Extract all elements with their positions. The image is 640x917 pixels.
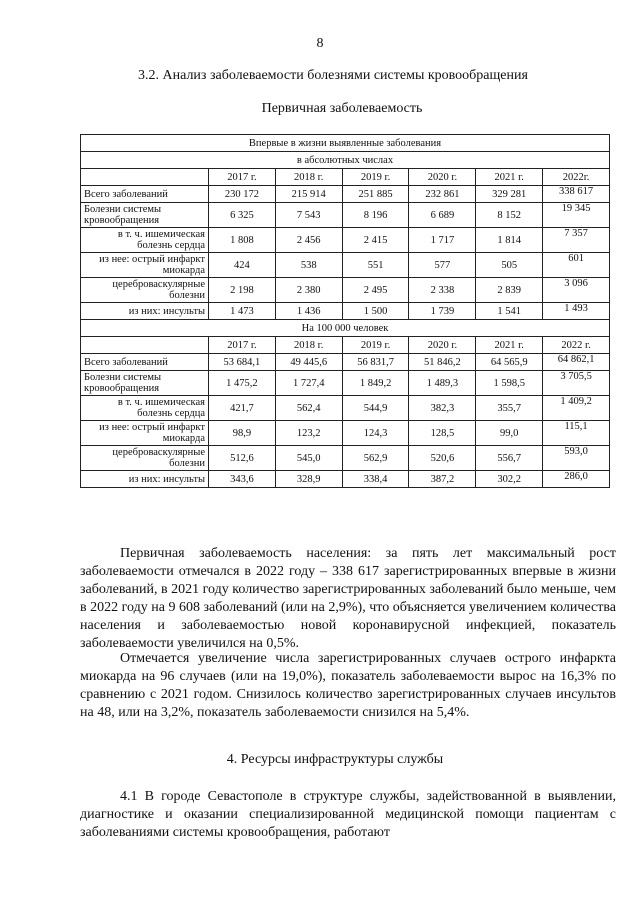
section-4-title: 4. Ресурсы инфраструктуры службы bbox=[226, 752, 444, 767]
value-cell: 1 436 bbox=[275, 303, 342, 320]
value-cell: 520,6 bbox=[409, 446, 476, 471]
year-header-row bbox=[81, 337, 610, 354]
value-cell: 538 bbox=[275, 253, 342, 278]
table-row bbox=[81, 446, 610, 471]
value-cell: 421,7 bbox=[209, 396, 276, 421]
value-cell: 577 bbox=[409, 253, 476, 278]
paragraph-3 bbox=[80, 788, 616, 842]
morbidity-table bbox=[80, 134, 610, 488]
year-cell: 2020 г. bbox=[409, 169, 476, 186]
value-cell: 2 415 bbox=[342, 228, 409, 253]
table-row bbox=[81, 354, 610, 371]
value-cell: 56 831,7 bbox=[342, 354, 409, 371]
value-cell: 1 475,2 bbox=[209, 371, 276, 396]
value-cell: 1 808 bbox=[209, 228, 276, 253]
year-header-row bbox=[81, 169, 610, 186]
paragraph-1 bbox=[80, 545, 616, 653]
value-cell: 328,9 bbox=[275, 471, 342, 488]
value-cell: 51 846,2 bbox=[409, 354, 476, 371]
table-row bbox=[81, 396, 610, 421]
row-label: Всего заболеваний bbox=[81, 354, 209, 371]
row-label: цереброваскулярные болезни bbox=[81, 446, 209, 471]
value-cell: 1 849,2 bbox=[342, 371, 409, 396]
value-cell: 2 198 bbox=[209, 278, 276, 303]
value-cell: 64 565,9 bbox=[476, 354, 543, 371]
value-cell: 8 152 bbox=[476, 203, 543, 228]
value-cell: 338 617 bbox=[543, 186, 610, 203]
row-label: из них: инсульты bbox=[81, 471, 209, 488]
page-number: 8 bbox=[316, 36, 324, 51]
value-cell: 2 839 bbox=[476, 278, 543, 303]
value-cell: 1 541 bbox=[476, 303, 543, 320]
value-cell: 545,0 bbox=[275, 446, 342, 471]
value-cell: 6 325 bbox=[209, 203, 276, 228]
value-cell: 3 096 bbox=[543, 278, 610, 303]
value-cell: 49 445,6 bbox=[275, 354, 342, 371]
value-cell: 1 717 bbox=[409, 228, 476, 253]
paragraph-3-text: 4.1 В городе Севастополе в структуре службы, задействованной в выявлении, диагностике и оказании специализированной медицинской помощи пациентам с заболеваниями системы кровообращения, работают bbox=[80, 789, 616, 840]
value-cell: 1 489,3 bbox=[409, 371, 476, 396]
value-cell: 2 456 bbox=[275, 228, 342, 253]
table-row bbox=[81, 253, 610, 278]
value-cell: 7 543 bbox=[275, 203, 342, 228]
value-cell: 424 bbox=[209, 253, 276, 278]
value-cell: 230 172 bbox=[209, 186, 276, 203]
table-title: Первичная заболеваемость bbox=[261, 101, 423, 116]
table-row bbox=[81, 186, 610, 203]
value-cell: 128,5 bbox=[409, 421, 476, 446]
value-cell: 232 861 bbox=[409, 186, 476, 203]
value-cell: 387,2 bbox=[409, 471, 476, 488]
year-cell: 2021 г. bbox=[476, 337, 543, 354]
value-cell: 6 689 bbox=[409, 203, 476, 228]
paragraph-2-text: Отмечается увеличение числа зарегистрированных случаев острого инфаркта миокарда на 96 случаев (или на 19,0%), показатель заболеваемости вырос на 16,3% по сравнению с 2021 годом. Снизилось количество зарегистрированных случаев инсультов на 48, или на 3,2%, показатель заболеваемости снизился на 5,4%. bbox=[80, 651, 616, 720]
value-cell: 7 357 bbox=[543, 228, 610, 253]
year-cell: 2022 г. bbox=[543, 337, 610, 354]
value-cell: 1 493 bbox=[543, 303, 610, 320]
value-cell: 1 739 bbox=[409, 303, 476, 320]
value-cell: 338,4 bbox=[342, 471, 409, 488]
year-cell: 2020 г. bbox=[409, 337, 476, 354]
value-cell: 505 bbox=[476, 253, 543, 278]
abs-header: в абсолютных числах bbox=[81, 152, 610, 169]
value-cell: 124,3 bbox=[342, 421, 409, 446]
value-cell: 215 914 bbox=[275, 186, 342, 203]
value-cell: 1 473 bbox=[209, 303, 276, 320]
table-row bbox=[81, 421, 610, 446]
year-cell: 2017 г. bbox=[209, 169, 276, 186]
value-cell: 562,9 bbox=[342, 446, 409, 471]
value-cell: 1 500 bbox=[342, 303, 409, 320]
value-cell: 512,6 bbox=[209, 446, 276, 471]
value-cell: 251 885 bbox=[342, 186, 409, 203]
year-cell: 2017 г. bbox=[209, 337, 276, 354]
empty-cell bbox=[81, 169, 209, 186]
table-row bbox=[81, 303, 610, 320]
row-label: Болезни системы кровообращения bbox=[81, 203, 209, 228]
value-cell: 544,9 bbox=[342, 396, 409, 421]
value-cell: 19 345 bbox=[543, 203, 610, 228]
value-cell: 3 705,5 bbox=[543, 371, 610, 396]
value-cell: 8 196 bbox=[342, 203, 409, 228]
value-cell: 286,0 bbox=[543, 471, 610, 488]
table-row bbox=[81, 228, 610, 253]
value-cell: 123,2 bbox=[275, 421, 342, 446]
paragraph-2 bbox=[80, 650, 616, 722]
row-label: в т. ч. ишемическая болезнь сердца bbox=[81, 396, 209, 421]
paragraph-1-text: Первичная заболеваемость населения: за пять лет максимальный рост заболеваемости отмечался в 2022 году – 338 617 зарегистрированных впервые в жизни заболеваний, в 2021 году количество зарегистрированных заболеваний было меньше, чем в 2022 году на 9 608 заболеваний (или на 2,9%), что объясняется увеличением количества населения и заболеваемостью новой коронавирусной инфекцией, показатель заболеваемости увеличился на 0,5%. bbox=[80, 546, 616, 651]
value-cell: 355,7 bbox=[476, 396, 543, 421]
table-row bbox=[81, 471, 610, 488]
year-cell: 2021 г. bbox=[476, 169, 543, 186]
value-cell: 556,7 bbox=[476, 446, 543, 471]
value-cell: 1 409,2 bbox=[543, 396, 610, 421]
value-cell: 302,2 bbox=[476, 471, 543, 488]
table-row bbox=[81, 371, 610, 396]
value-cell: 601 bbox=[543, 253, 610, 278]
value-cell: 99,0 bbox=[476, 421, 543, 446]
table-row bbox=[81, 278, 610, 303]
section-title: 3.2. Анализ заболеваемости болезнями системы кровообращения bbox=[138, 68, 528, 83]
table-caption: Впервые в жизни выявленные заболевания bbox=[81, 135, 610, 152]
value-cell: 551 bbox=[342, 253, 409, 278]
row-label: из нее: острый инфаркт миокарда bbox=[81, 253, 209, 278]
value-cell: 98,9 bbox=[209, 421, 276, 446]
value-cell: 562,4 bbox=[275, 396, 342, 421]
per100k-header: На 100 000 человек bbox=[81, 320, 610, 337]
value-cell: 1 598,5 bbox=[476, 371, 543, 396]
value-cell: 382,3 bbox=[409, 396, 476, 421]
value-cell: 2 495 bbox=[342, 278, 409, 303]
year-cell: 2018 г. bbox=[275, 169, 342, 186]
value-cell: 64 862,1 bbox=[543, 354, 610, 371]
value-cell: 1 814 bbox=[476, 228, 543, 253]
empty-cell bbox=[81, 337, 209, 354]
row-label: из них: инсульты bbox=[81, 303, 209, 320]
value-cell: 115,1 bbox=[543, 421, 610, 446]
value-cell: 343,6 bbox=[209, 471, 276, 488]
value-cell: 2 380 bbox=[275, 278, 342, 303]
year-cell: 2018 г. bbox=[275, 337, 342, 354]
year-cell: 2019 г. bbox=[342, 169, 409, 186]
row-label: из нее: острый инфаркт миокарда bbox=[81, 421, 209, 446]
value-cell: 1 727,4 bbox=[275, 371, 342, 396]
value-cell: 593,0 bbox=[543, 446, 610, 471]
value-cell: 2 338 bbox=[409, 278, 476, 303]
value-cell: 329 281 bbox=[476, 186, 543, 203]
row-label: Всего заболеваний bbox=[81, 186, 209, 203]
row-label: Болезни системы кровообращения bbox=[81, 371, 209, 396]
row-label: в т. ч. ишемическая болезнь сердца bbox=[81, 228, 209, 253]
row-label: цереброваскулярные болезни bbox=[81, 278, 209, 303]
table-row bbox=[81, 203, 610, 228]
year-cell: 2022г. bbox=[543, 169, 610, 186]
year-cell: 2019 г. bbox=[342, 337, 409, 354]
value-cell: 53 684,1 bbox=[209, 354, 276, 371]
